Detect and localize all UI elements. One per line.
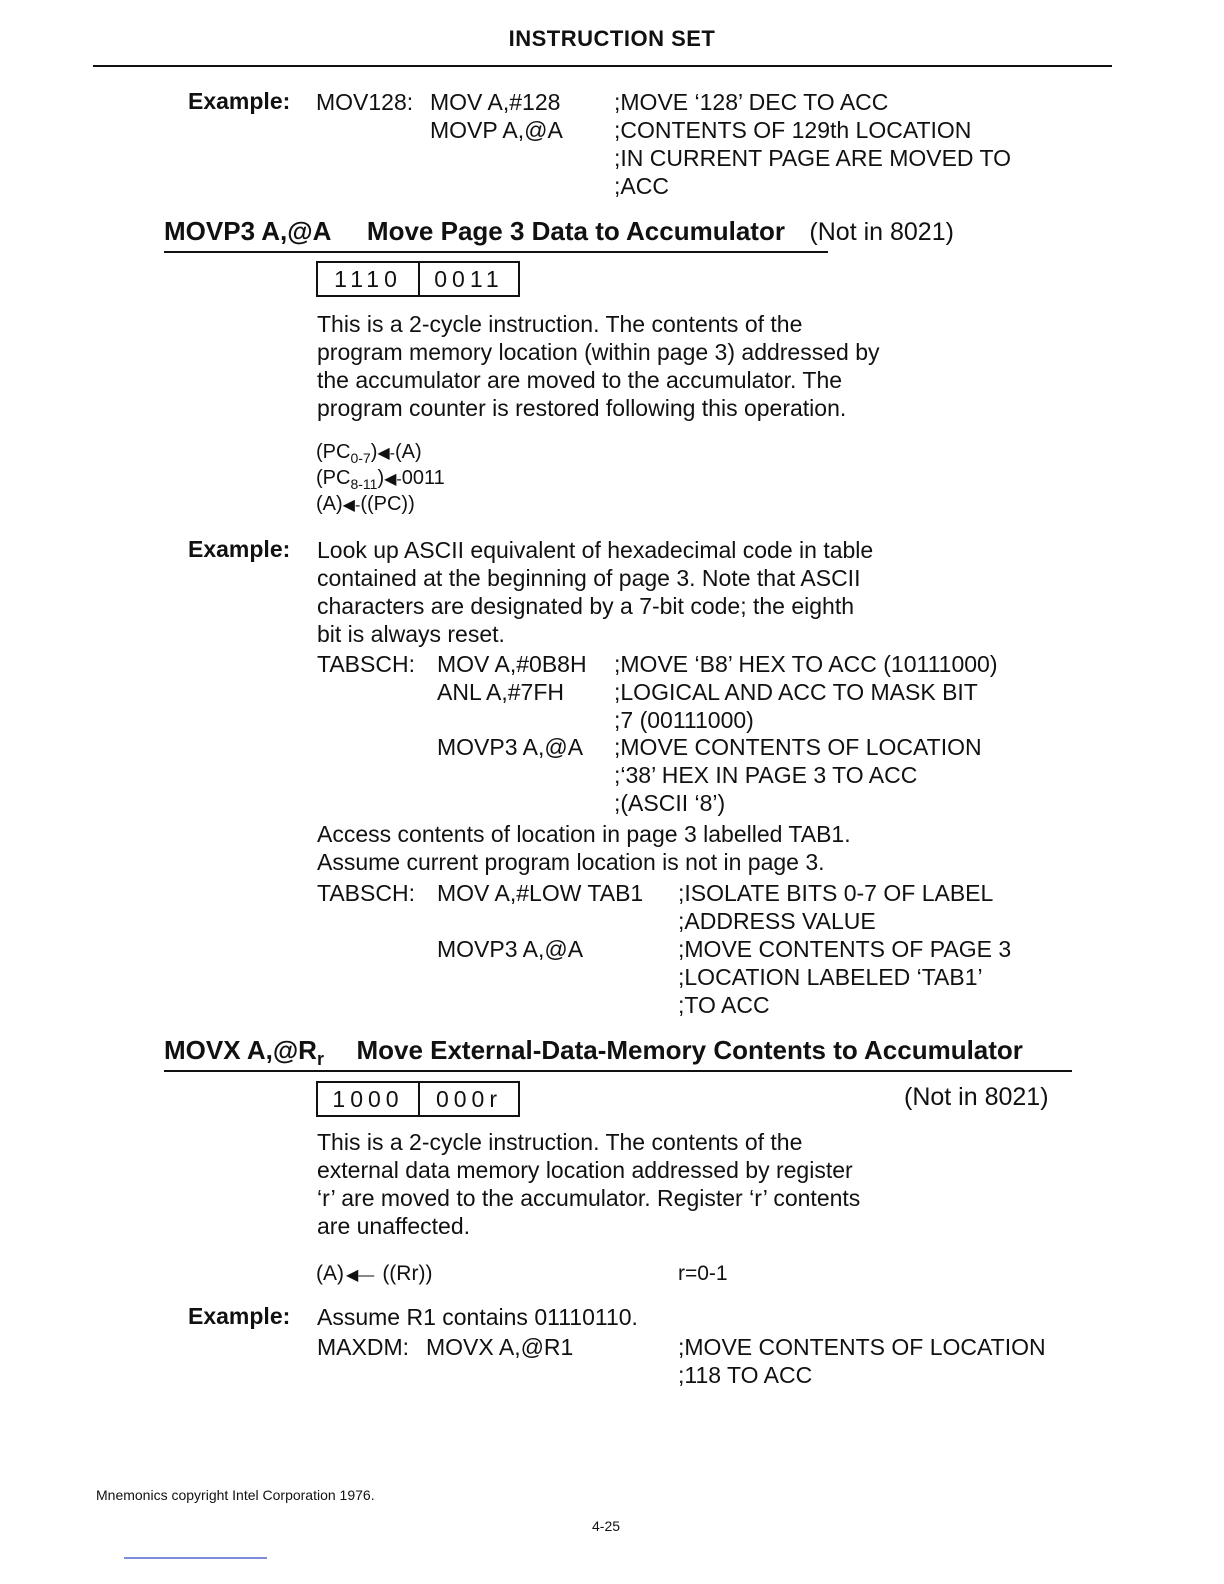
code-line: MOVP3 A,@A (437, 734, 584, 760)
op-text: ) (377, 467, 385, 489)
op-text: (PC (316, 467, 351, 489)
example-text: Assume R1 contains 01110110. (317, 1304, 638, 1330)
opcode-high-nibble: 1000 (318, 1083, 420, 1115)
op-text: (A) (395, 441, 422, 463)
heading-underline (164, 251, 828, 253)
instruction-note: (Not in 8021) (809, 218, 954, 246)
code-comment: ;ACC (614, 173, 669, 199)
header-rule (93, 65, 1112, 67)
code-comment: ;MOVE CONTENTS OF PAGE 3 (678, 936, 1012, 962)
opcode-box (316, 261, 520, 297)
description-line: the accumulator are moved to the accumulator. The (317, 367, 843, 393)
left-arrow-icon: ◀- (384, 471, 402, 488)
op-text: (PC (316, 441, 351, 463)
code-comment: ;IN CURRENT PAGE ARE MOVED TO (614, 145, 1012, 171)
example-text: characters are designated by a 7-bit code; the eighth (317, 593, 855, 619)
left-arrow-icon: ◀— (346, 1267, 375, 1284)
code-comment: ;(ASCII ‘8’) (614, 790, 726, 816)
example-text: Access contents of location in page 3 labelled TAB1. (317, 821, 851, 847)
code-comment: ;MOVE CONTENTS OF LOCATION (678, 1334, 1046, 1360)
op-text: (A) (316, 1262, 344, 1285)
code-comment: ;MOVE ‘B8’ HEX TO ACC (10111000) (614, 651, 998, 677)
description-line: are unaffected. (317, 1213, 471, 1239)
code-line: MOVP3 A,@A (437, 936, 584, 962)
description-line: This is a 2-cycle instruction. The contents of the (317, 311, 803, 337)
page-header-title: INSTRUCTION SET (508, 26, 716, 51)
instruction-note: (Not in 8021) (904, 1083, 1049, 1111)
code-comment: ;LOGICAL AND ACC TO MASK BIT (614, 679, 978, 705)
opcode-high-nibble: 1110 (318, 263, 420, 295)
code-comment: ;MOVE CONTENTS OF LOCATION (614, 734, 982, 760)
op-text: ((PC)) (360, 493, 415, 515)
description-line: ‘r’ are moved to the accumulator. Register ‘r’ contents (317, 1185, 861, 1211)
scan-edge-line (124, 1557, 267, 1559)
code-comment: ;ISOLATE BITS 0-7 OF LABEL (678, 880, 994, 906)
code-line: ANL A,#7FH (437, 679, 564, 705)
description-line: program memory location (within page 3) addressed by (317, 339, 880, 365)
instruction-mnemonic: MOVX A,@R (164, 1035, 317, 1065)
mnemonic-subscript: r (316, 1049, 324, 1070)
op-subscript: 8-11 (350, 476, 378, 492)
code-line: MOV A,#128 (430, 89, 561, 115)
left-arrow-icon: ◀- (342, 497, 361, 514)
description-line: external data memory location addressed by register (317, 1157, 853, 1183)
code-comment: ;118 TO ACC (678, 1362, 813, 1388)
code-comment: ;7 (00111000) (614, 707, 754, 733)
section-heading-movp3 (164, 216, 954, 247)
op-text: 0011 (401, 467, 445, 489)
code-comment: ;ADDRESS VALUE (678, 908, 876, 934)
operation-range: r=0-1 (678, 1262, 728, 1285)
op-text: (A) (316, 493, 343, 515)
op-text: ((Rr)) (382, 1262, 433, 1285)
description-line: program counter is restored following this operation. (317, 395, 847, 421)
code-line: MOVX A,@R1 (426, 1334, 574, 1360)
example-text: bit is always reset. (317, 621, 505, 647)
heading-underline (164, 1070, 1072, 1072)
code-comment: ;MOVE ‘128’ DEC TO ACC (614, 89, 889, 115)
instruction-title: Move Page 3 Data to Accumulator (366, 216, 785, 246)
code-label: TABSCH: (317, 651, 415, 677)
copyright-notice: Mnemonics copyright Intel Corporation 1976. (96, 1487, 375, 1503)
code-comment: ;LOCATION LABELED ‘TAB1’ (678, 964, 983, 990)
section-heading-movx (164, 1035, 1023, 1074)
code-line: MOV A,#LOW TAB1 (437, 880, 644, 906)
code-line: MOVP A,@A (430, 117, 563, 143)
op-subscript: 0-7 (350, 450, 371, 466)
example-text: Look up ASCII equivalent of hexadecimal code in table (317, 537, 874, 563)
example-label: Example: (188, 536, 291, 562)
code-comment: ;TO ACC (678, 992, 770, 1018)
example-label: Example: (188, 88, 291, 114)
opcode-box (316, 1081, 520, 1117)
description-line: This is a 2-cycle instruction. The contents of the (317, 1129, 803, 1155)
code-label: TABSCH: (317, 880, 415, 906)
code-comment: ;‘38’ HEX IN PAGE 3 TO ACC (614, 762, 918, 788)
example-text: contained at the beginning of page 3. Note that ASCII (317, 565, 861, 591)
opcode-low-nibble: 000r (435, 1086, 503, 1112)
code-comment: ;CONTENTS OF 129th LOCATION (614, 117, 972, 143)
code-label: MOV128: (316, 89, 414, 115)
example-label: Example: (188, 1303, 291, 1329)
code-line: MOV A,#0B8H (437, 651, 587, 677)
code-label: MAXDM: (317, 1334, 409, 1360)
instruction-title: Move External-Data-Memory Contents to Accumulator (356, 1035, 1023, 1065)
page-number: 4-25 (592, 1518, 621, 1534)
operation-line (316, 1260, 432, 1290)
operation-line (316, 490, 415, 520)
left-arrow-icon: ◀- (377, 445, 395, 462)
instruction-mnemonic: MOVP3 A,@A (164, 216, 331, 246)
opcode-low-nibble: 0011 (434, 266, 504, 292)
example-text: Assume current program location is not in page 3. (317, 849, 825, 875)
op-text: ) (370, 441, 378, 463)
